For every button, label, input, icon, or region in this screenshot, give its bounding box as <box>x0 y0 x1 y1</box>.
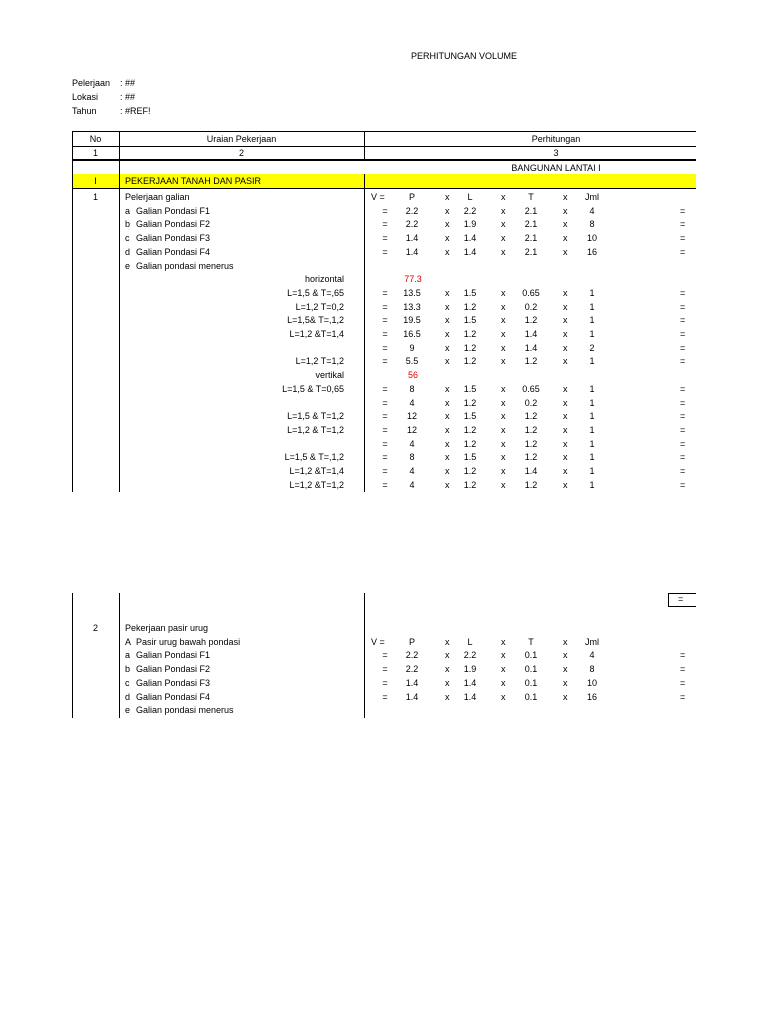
value-p: 1.4 <box>405 246 419 257</box>
value-jml: 1 <box>589 315 595 326</box>
header-perhitungan: Perhitungan <box>531 134 581 144</box>
col-header-p: P <box>408 192 415 202</box>
result-equals: = <box>680 329 686 339</box>
value-t: 2.1 <box>524 233 538 244</box>
times-sign: x <box>563 246 568 257</box>
times-sign: x <box>501 205 506 216</box>
dimension-label: L=1,2 & T=1,2 <box>287 424 344 435</box>
times-sign: x <box>445 219 450 230</box>
times-sign: x <box>563 397 568 408</box>
value-jml: 8 <box>589 219 595 230</box>
result-equals: = <box>680 438 686 449</box>
times-sign: x <box>501 287 506 298</box>
equals-sign: = <box>382 424 388 435</box>
value-jml: 1 <box>589 356 595 367</box>
times-sign: x <box>501 677 506 688</box>
section-label: PEKERJAAN TANAH DAN PASIR <box>125 176 262 186</box>
times-sign: x <box>563 677 568 688</box>
value-p: 1.4 <box>405 677 419 688</box>
row-label: Galian Pondasi F3 <box>136 677 211 688</box>
value-l: 1.5 <box>463 411 477 422</box>
dimension-label: L=1,2 &T=1,4 <box>289 466 344 476</box>
value-p: 12 <box>406 411 417 422</box>
times-sign: x <box>563 650 568 661</box>
equals-sign: = <box>382 466 388 476</box>
value-l: 1.2 <box>463 424 477 435</box>
times-sign: x <box>445 466 450 476</box>
value-p: 19.5 <box>403 315 421 326</box>
times-sign: x <box>501 452 506 463</box>
value-jml: 1 <box>589 452 595 463</box>
row-letter: e <box>125 705 131 716</box>
equals-sign: = <box>382 287 388 298</box>
value-jml: 16 <box>586 246 597 257</box>
times-sign: x <box>563 691 568 702</box>
header-num-2: 2 <box>238 148 244 158</box>
row-label: Galian Pondasi F1 <box>136 205 211 216</box>
equals-sign: = <box>382 650 388 661</box>
times-sign: x <box>563 205 568 216</box>
times-sign: x <box>563 438 568 449</box>
times-sign: x <box>445 664 450 675</box>
times-sign: x <box>501 411 506 422</box>
value-jml: 1 <box>589 383 595 394</box>
row-letter: a <box>125 650 131 661</box>
total-equals: = <box>678 594 684 604</box>
equals-sign: = <box>382 342 388 353</box>
value-p: 5.5 <box>405 356 419 367</box>
times-sign: x <box>445 205 450 216</box>
meta-value-pekerjaan: : ## <box>120 78 136 88</box>
value-p: 9 <box>409 342 415 353</box>
result-equals: = <box>680 233 686 244</box>
value-t: 0.65 <box>522 287 540 298</box>
header-divider-thick <box>72 159 696 161</box>
value-l: 1.9 <box>463 664 477 675</box>
result-equals: = <box>680 315 686 326</box>
table-border-top <box>72 131 696 132</box>
times-sign: x <box>445 677 450 688</box>
equals-sign: = <box>382 438 388 449</box>
value-jml: 10 <box>586 233 597 244</box>
value-jml: 1 <box>589 397 595 408</box>
result-equals: = <box>680 205 686 216</box>
result-equals: = <box>680 650 686 661</box>
dimension-label: L=1,2 &T=1,2 <box>289 479 344 490</box>
equals-sign: = <box>382 233 388 244</box>
header-divider <box>72 146 696 147</box>
times-sign: x <box>501 356 506 367</box>
times-sign: x <box>563 301 568 312</box>
times-sign: x <box>563 342 568 353</box>
value-l: 1.4 <box>463 246 477 257</box>
item-no: 2 <box>92 623 98 633</box>
times-sign: x <box>501 650 506 661</box>
result-equals: = <box>680 677 686 688</box>
value-jml: 1 <box>589 438 595 449</box>
row-label: Pasir urug bawah pondasi <box>136 636 241 647</box>
col-divider-uraian-body <box>364 174 365 492</box>
equals-sign: = <box>382 356 388 367</box>
result-equals: = <box>680 397 686 408</box>
header-num-3: 3 <box>553 148 559 158</box>
total-cell-left <box>668 593 669 607</box>
value-jml: 1 <box>589 329 595 339</box>
row-letter: d <box>125 691 131 702</box>
equals-sign: = <box>382 301 388 312</box>
dimension-label: L=1,2 &T=1,4 <box>289 329 344 339</box>
equals-sign: = <box>382 677 388 688</box>
value-l: 1.4 <box>463 677 477 688</box>
value-p: 2.2 <box>405 650 419 661</box>
value-l: 1.5 <box>463 452 477 463</box>
times-sign: x <box>501 664 506 675</box>
row-label: Galian Pondasi F1 <box>136 650 211 661</box>
value-t: 1.4 <box>524 342 538 353</box>
header-num-1: 1 <box>92 148 98 158</box>
col-header-x: x <box>445 636 450 647</box>
horizontal-label: horizontal <box>304 274 344 285</box>
equals-sign: = <box>382 691 388 702</box>
result-equals: = <box>680 246 686 257</box>
meta-key-tahun: Tahun <box>72 106 97 116</box>
value-l: 1.4 <box>463 691 477 702</box>
times-sign: x <box>501 219 506 230</box>
equals-sign: = <box>382 329 388 339</box>
value-p: 13.3 <box>403 301 421 312</box>
meta-key-lokasi: Lokasi <box>72 92 99 102</box>
value-t: 2.1 <box>524 205 538 216</box>
item-title: Pekerjaan pasir urug <box>125 623 209 633</box>
times-sign: x <box>563 383 568 394</box>
value-p: 2.2 <box>405 219 419 230</box>
value-l: 1.9 <box>463 219 477 230</box>
times-sign: x <box>501 301 506 312</box>
value-l: 1.2 <box>463 301 477 312</box>
value-jml: 4 <box>589 205 595 216</box>
row-label: Galian Pondasi F2 <box>136 664 211 675</box>
value-l: 1.2 <box>463 466 477 476</box>
times-sign: x <box>563 287 568 298</box>
section-no: I <box>94 176 97 186</box>
times-sign: x <box>445 397 450 408</box>
meta-value-tahun: : #REF! <box>120 106 151 116</box>
dimension-label: L=1,5& T=,1,2 <box>287 315 344 326</box>
section-divider-bottom <box>72 188 696 189</box>
table2-border-left <box>72 593 73 718</box>
result-equals: = <box>680 287 686 298</box>
times-sign: x <box>501 397 506 408</box>
col-header-v: V = <box>371 192 385 202</box>
page-title: PERHITUNGAN VOLUME <box>410 51 517 61</box>
col-header-v: V = <box>371 636 385 647</box>
result-equals: = <box>680 383 686 394</box>
table2-col-divider-uraian <box>364 593 365 718</box>
value-p: 4 <box>409 438 415 449</box>
times-sign: x <box>501 342 506 353</box>
value-l: 1.2 <box>463 342 477 353</box>
times-sign: x <box>501 233 506 244</box>
equals-sign: = <box>382 383 388 394</box>
table2-col-divider-no <box>119 593 120 718</box>
value-t: 0.65 <box>522 383 540 394</box>
value-t: 1.2 <box>524 479 538 490</box>
header-no: No <box>89 134 102 144</box>
row-label: Galian pondasi menerus <box>136 260 234 271</box>
times-sign: x <box>563 411 568 422</box>
times-sign: x <box>445 452 450 463</box>
equals-sign: = <box>382 246 388 257</box>
dimension-label: L=1,2 T=0,2 <box>295 301 344 312</box>
meta-value-lokasi: : ## <box>120 92 136 102</box>
times-sign: x <box>501 438 506 449</box>
value-t: 1.4 <box>524 329 538 339</box>
col-header-t: T <box>528 192 534 202</box>
times-sign: x <box>445 287 450 298</box>
col-divider-no-body <box>119 174 120 492</box>
row-letter: e <box>125 260 131 271</box>
times-sign: x <box>501 246 506 257</box>
times-sign: x <box>501 329 506 339</box>
times-sign: x <box>445 383 450 394</box>
equals-sign: = <box>382 479 388 490</box>
value-jml: 1 <box>589 479 595 490</box>
times-sign: x <box>563 466 568 476</box>
times-sign: x <box>501 383 506 394</box>
col-header-jml: Jml <box>585 636 599 647</box>
result-equals: = <box>680 219 686 230</box>
col-header-x: x <box>445 192 450 202</box>
value-t: 1.2 <box>524 438 538 449</box>
value-t: 2.1 <box>524 219 538 230</box>
value-p: 4 <box>409 466 415 476</box>
col-header-x: x <box>563 636 568 647</box>
value-p: 1.4 <box>405 233 419 244</box>
times-sign: x <box>445 356 450 367</box>
value-p: 1.4 <box>405 691 419 702</box>
value-jml: 1 <box>589 287 595 298</box>
value-p: 8 <box>409 383 415 394</box>
times-sign: x <box>563 315 568 326</box>
value-t: 1.2 <box>524 424 538 435</box>
value-l: 1.2 <box>463 479 477 490</box>
equals-sign: = <box>382 315 388 326</box>
col-header-x: x <box>501 192 506 202</box>
value-l: 1.2 <box>463 356 477 367</box>
value-jml: 2 <box>589 342 595 353</box>
times-sign: x <box>445 233 450 244</box>
times-sign: x <box>445 424 450 435</box>
row-label: Galian Pondasi F4 <box>136 246 211 257</box>
col-header-p: P <box>408 636 415 647</box>
col-header-x: x <box>563 192 568 202</box>
value-jml: 10 <box>586 677 597 688</box>
times-sign: x <box>563 452 568 463</box>
equals-sign: = <box>382 397 388 408</box>
col-header-jml: Jml <box>585 192 599 202</box>
value-p: 16.5 <box>403 329 421 339</box>
value-t: 0.2 <box>524 301 538 312</box>
result-equals: = <box>680 424 686 435</box>
times-sign: x <box>501 479 506 490</box>
result-equals: = <box>680 356 686 367</box>
value-p: 2.2 <box>405 664 419 675</box>
value-l: 1.2 <box>463 397 477 408</box>
value-jml: 1 <box>589 301 595 312</box>
col-header-l: L <box>467 192 473 202</box>
row-letter: c <box>125 677 130 688</box>
value-l: 1.5 <box>463 315 477 326</box>
times-sign: x <box>445 438 450 449</box>
value-l: 1.2 <box>463 438 477 449</box>
row-label: Galian pondasi menerus <box>136 705 234 716</box>
item-title: Pelerjaan galian <box>125 192 190 202</box>
row-letter: a <box>125 205 131 216</box>
equals-sign: = <box>382 664 388 675</box>
times-sign: x <box>563 664 568 675</box>
value-l: 2.2 <box>463 650 477 661</box>
times-sign: x <box>563 479 568 490</box>
value-jml: 16 <box>586 691 597 702</box>
col-header-x: x <box>501 636 506 647</box>
result-equals: = <box>680 411 686 422</box>
value-jml: 1 <box>589 466 595 476</box>
col-header-l: L <box>467 636 473 647</box>
times-sign: x <box>445 301 450 312</box>
row-letter: b <box>125 664 131 675</box>
value-jml: 1 <box>589 424 595 435</box>
value-t: 1.2 <box>524 356 538 367</box>
value-l: 1.4 <box>463 233 477 244</box>
result-equals: = <box>680 452 686 463</box>
value-t: 0.2 <box>524 397 538 408</box>
times-sign: x <box>445 691 450 702</box>
meta-key-pekerjaan: Pelerjaan <box>72 78 111 88</box>
row-label: Galian Pondasi F2 <box>136 219 211 230</box>
horizontal-total: 77.3 <box>404 274 422 285</box>
times-sign: x <box>563 424 568 435</box>
row-letter: c <box>125 233 130 244</box>
result-equals: = <box>680 479 686 490</box>
value-p: 2.2 <box>405 205 419 216</box>
equals-sign: = <box>382 452 388 463</box>
row-label: Galian Pondasi F3 <box>136 233 211 244</box>
equals-sign: = <box>382 219 388 230</box>
times-sign: x <box>445 246 450 257</box>
times-sign: x <box>563 219 568 230</box>
times-sign: x <box>445 342 450 353</box>
dimension-label: L=1,5 & T=1,2 <box>287 411 344 422</box>
header-uraian: Uraian Pekerjaan <box>206 134 277 144</box>
vertikal-total: 56 <box>407 370 418 381</box>
value-jml: 1 <box>589 411 595 422</box>
result-equals: = <box>680 301 686 312</box>
value-t: 1.4 <box>524 466 538 476</box>
times-sign: x <box>445 411 450 422</box>
dimension-label: L=1,5 & T=,65 <box>287 287 344 298</box>
times-sign: x <box>563 233 568 244</box>
times-sign: x <box>563 356 568 367</box>
value-l: 2.2 <box>463 205 477 216</box>
value-p: 13.5 <box>403 287 421 298</box>
value-t: 0.1 <box>524 650 538 661</box>
value-l: 1.5 <box>463 287 477 298</box>
result-equals: = <box>680 691 686 702</box>
row-letter: A <box>125 636 132 647</box>
value-t: 2.1 <box>524 246 538 257</box>
dimension-label: L=1,5 & T=,1,2 <box>284 452 344 463</box>
value-t: 1.2 <box>524 315 538 326</box>
equals-sign: = <box>382 205 388 216</box>
result-equals: = <box>680 466 686 476</box>
value-l: 1.2 <box>463 329 477 339</box>
value-jml: 4 <box>589 650 595 661</box>
col-header-t: T <box>528 636 534 647</box>
times-sign: x <box>445 329 450 339</box>
value-t: 1.2 <box>524 411 538 422</box>
value-t: 0.1 <box>524 664 538 675</box>
value-jml: 8 <box>589 664 595 675</box>
section-title: BANGUNAN LANTAI I <box>511 163 601 173</box>
equals-sign: = <box>382 411 388 422</box>
dimension-label: L=1,5 & T=0,65 <box>282 383 344 394</box>
dimension-label: L=1,2 T=1,2 <box>295 356 344 367</box>
row-letter: d <box>125 246 131 257</box>
times-sign: x <box>501 466 506 476</box>
times-sign: x <box>501 691 506 702</box>
times-sign: x <box>445 650 450 661</box>
times-sign: x <box>445 479 450 490</box>
value-p: 4 <box>409 397 415 408</box>
row-label: Galian Pondasi F4 <box>136 691 211 702</box>
result-equals: = <box>680 342 686 353</box>
value-p: 8 <box>409 452 415 463</box>
vertikal-label: vertikal <box>315 370 344 381</box>
value-t: 0.1 <box>524 691 538 702</box>
value-p: 4 <box>409 479 415 490</box>
times-sign: x <box>445 315 450 326</box>
value-t: 0.1 <box>524 677 538 688</box>
result-equals: = <box>680 664 686 675</box>
row-letter: b <box>125 219 131 230</box>
times-sign: x <box>501 315 506 326</box>
total-cell-bottom <box>668 606 696 607</box>
times-sign: x <box>563 329 568 339</box>
times-sign: x <box>501 424 506 435</box>
item-no: 1 <box>92 192 98 202</box>
value-t: 1.2 <box>524 452 538 463</box>
value-l: 1.5 <box>463 383 477 394</box>
value-p: 12 <box>406 424 417 435</box>
